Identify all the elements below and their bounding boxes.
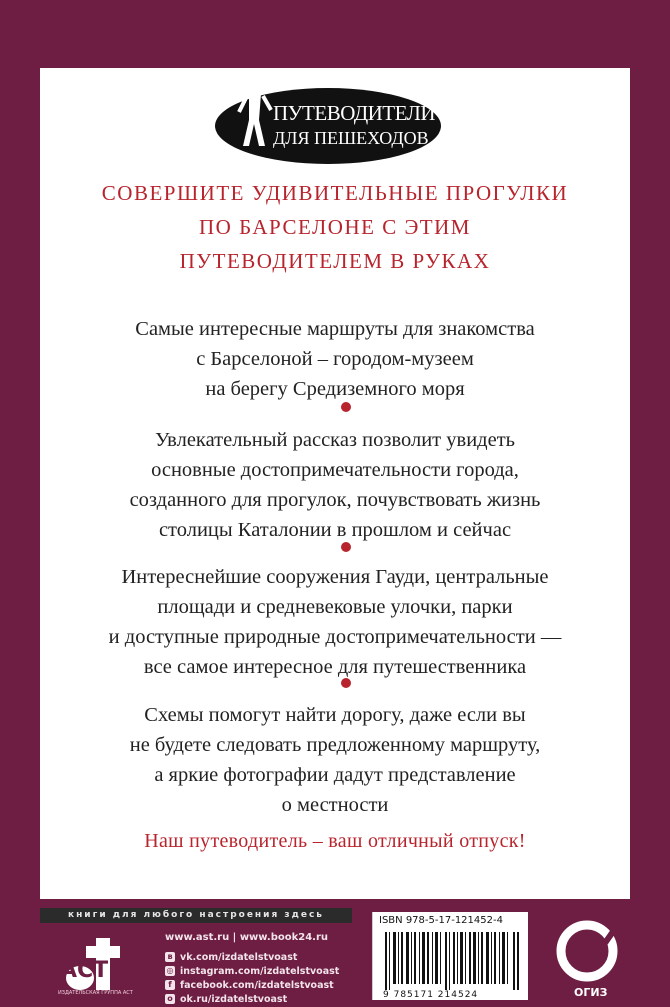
paragraph-line: с Барселоной – городом-музеем xyxy=(196,348,474,370)
headline-line: ПУТЕВОДИТЕЛЕМ В РУКАХ xyxy=(179,249,491,273)
social-link[interactable] xyxy=(165,993,339,1005)
paragraph-line: Схемы помогут найти дорогу, даже если вы xyxy=(144,704,526,726)
social-link-text: facebook.com/izdatelstvoast xyxy=(180,979,334,991)
series-title: ПУТЕВОДИТЕЛИ xyxy=(273,101,436,125)
barcode-icon xyxy=(385,932,519,990)
headline-line: СОВЕРШИТЕ УДИВИТЕЛЬНЫЕ ПРОГУЛКИ xyxy=(101,181,569,205)
paragraph-line: все самое интересное для путешественника xyxy=(143,656,527,678)
paragraph-line: и доступные природные достопримечательности — xyxy=(108,626,562,648)
paragraph-maps xyxy=(60,700,610,820)
social-link[interactable] xyxy=(165,979,339,991)
headline-line: ПО БАРСЕЛОНЕ С ЭТИМ xyxy=(199,215,471,239)
paragraph-gaudi xyxy=(60,562,610,682)
series-logo xyxy=(215,88,441,164)
paragraph-line: о местности xyxy=(281,794,389,816)
walker-icon xyxy=(235,76,275,156)
vk-icon: в xyxy=(165,952,175,962)
barcode-digits: 9 785171 214524 xyxy=(383,990,479,1000)
tagline-strip: книги для любого настроения здесь xyxy=(40,908,352,923)
slogan: Наш путеводитель – ваш отличный отпуск! xyxy=(144,830,526,852)
publisher-mark: АСТ xyxy=(60,958,109,983)
paragraph-line: столицы Каталонии в прошлом и сейчас xyxy=(158,519,512,541)
imprint-name: ОГИЗ xyxy=(574,986,608,999)
headline xyxy=(60,176,610,278)
social-link-text: ok.ru/izdatelstvoast xyxy=(180,993,288,1005)
paragraph-line: Увлекательный рассказ позволит увидеть xyxy=(154,429,515,451)
social-link-text: instagram.com/izdatelstvoast xyxy=(180,965,340,977)
social-link[interactable] xyxy=(165,965,339,977)
social-link[interactable] xyxy=(165,951,339,963)
paragraph-line: Самые интересные маршруты для знакомства xyxy=(135,318,535,340)
publisher-caption: ИЗДАТЕЛЬСКАЯ ГРУППА АСТ xyxy=(58,990,133,996)
isbn-number: ISBN 978-5-17-121452-4 xyxy=(379,915,503,926)
instagram-icon: ◎ xyxy=(166,966,174,975)
paragraph-line: основные достопримечательности города, xyxy=(151,459,519,481)
paragraph-story xyxy=(60,425,610,545)
paragraph-line: созданного для прогулок, почувствовать жизнь xyxy=(129,489,541,511)
ok-icon: о xyxy=(165,994,175,1004)
publisher-links xyxy=(165,932,339,1007)
social-link-text: vk.com/izdatelstvoast xyxy=(180,951,298,963)
paragraph-line: на берегу Средиземного моря xyxy=(205,378,465,400)
paragraph-line: а яркие фотографии дадут представление xyxy=(154,764,516,786)
isbn-block xyxy=(372,912,528,1000)
website-links[interactable]: www.ast.ru | www.book24.ru xyxy=(165,932,329,943)
bullet-dot xyxy=(341,678,351,688)
paragraph-line: Интереснейшие сооружения Гауди, центральные xyxy=(121,566,549,588)
bullet-dot xyxy=(341,402,351,412)
paragraph-routes xyxy=(60,314,610,404)
facebook-icon: f xyxy=(165,980,175,990)
bullet-dot xyxy=(341,542,351,552)
paragraph-line: площади и средневековые улочки, парки xyxy=(157,596,513,618)
series-subtitle: ДЛЯ ПЕШЕХОДОВ xyxy=(273,128,429,148)
paragraph-line: не будете следовать предложенному маршруту, xyxy=(129,734,541,756)
